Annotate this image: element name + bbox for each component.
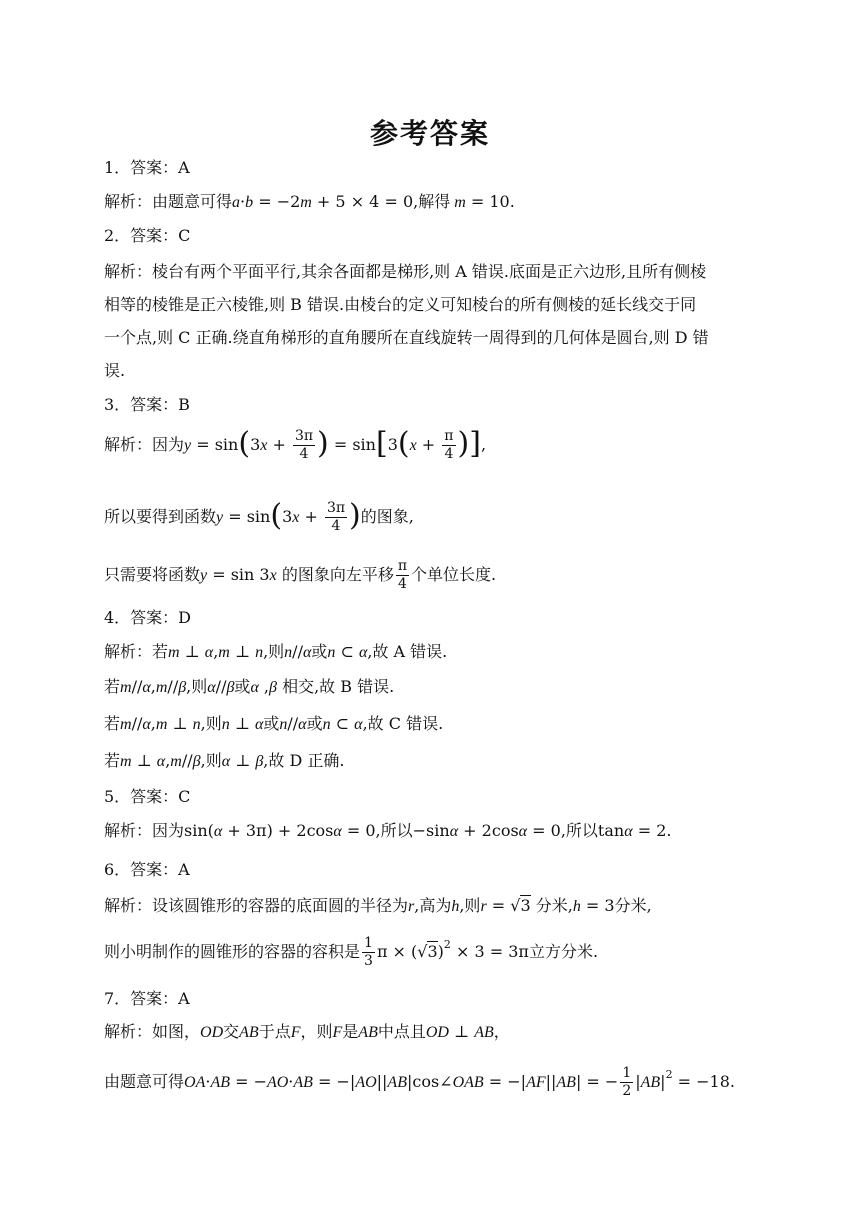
q7-line1: 解析：如图，OD交AB于点F，则F是AB中点且OD ⊥ AB，: [104, 1022, 510, 1041]
q3-answer: 3．答案：B: [104, 395, 190, 414]
q2-line4: 误.: [104, 361, 126, 380]
q3-line1: 解析：因为y = sin(3x + $\frac{3\pi}{4}$ ) = sin[3(x + $\frac{\pi}{4}$ )],: [104, 425, 487, 462]
page-title: 参考答案: [369, 117, 490, 150]
q7-line2: 由题意可得OA·AB = −AO·AB = −|AO||AB|cos∠OAB = −|AF||AB| = − $\frac{1}{2}$ $|AB|^2 = -18$.: [104, 1065, 735, 1099]
q6-answer: 6．答案：A: [104, 860, 190, 879]
q7-answer: 7．答案：A: [104, 989, 190, 1008]
q3-line3: 只需要将函数y = sin 3x 的图象向左平移 $\frac{\pi}{4}$ 个单位长度.: [104, 558, 497, 592]
q2-line1: 解析：棱台有两个平面平行,其余各面都是梯形,则 A 错误.底面是正六边形,且所有侧棱: [104, 262, 707, 281]
q4-answer: 4．答案：D: [104, 608, 192, 627]
q2-line2: 相等的棱锥是正六棱锥,则 B 错误.由棱台的定义可知棱台的所有侧棱的延长线交于同: [104, 295, 697, 314]
q4-line4: 若m ⊥ α,m//β,则α ⊥ β,故 D 正确.: [104, 751, 345, 770]
q1-analysis: 解析：由题意可得a·b = −2m + 5 × 4 = 0,解得 m = 10.: [104, 192, 515, 211]
q4-line3: 若m//α,m ⊥ n,则n ⊥ α或n//α或n ⊂ α,故 C 错误.: [104, 714, 444, 733]
q3-line2: 所以要得到函数y = sin(3x + $\frac{3\pi}{4}$ )的图象,: [104, 497, 414, 534]
q5-line1: 解析：因为sin(α + 3π) + 2cosα = 0,所以−sinα + 2cosα = 0,所以tanα = 2.: [104, 821, 672, 840]
q6-line2: 则小明制作的圆锥形的容器的容积是 $\frac{1}{3}$ $\pi \times (√3)^2 \times 3 = 3\pi$立方分米.: [104, 935, 599, 969]
q1-answer: 1．答案：A: [104, 158, 190, 177]
q4-line1: 解析：若m ⊥ α,m ⊥ n,则n//α或n ⊂ α,故 A 错误.: [104, 642, 448, 661]
q2-answer: 2．答案：C: [104, 226, 191, 245]
q6-line1: 解析：设该圆锥形的容器的底面圆的半径为r,高为h,则r = √3 分米,h = 3分米,: [104, 896, 652, 915]
q5-answer: 5．答案：C: [104, 787, 191, 806]
q4-line2: 若m//α,m//β,则α//β或α ,β 相交,故 B 错误.: [104, 677, 395, 696]
q2-line3: 一个点,则 C 正确.绕直角梯形的直角腰所在直线旋转一周得到的几何体是圆台,则 D 错: [104, 328, 709, 347]
